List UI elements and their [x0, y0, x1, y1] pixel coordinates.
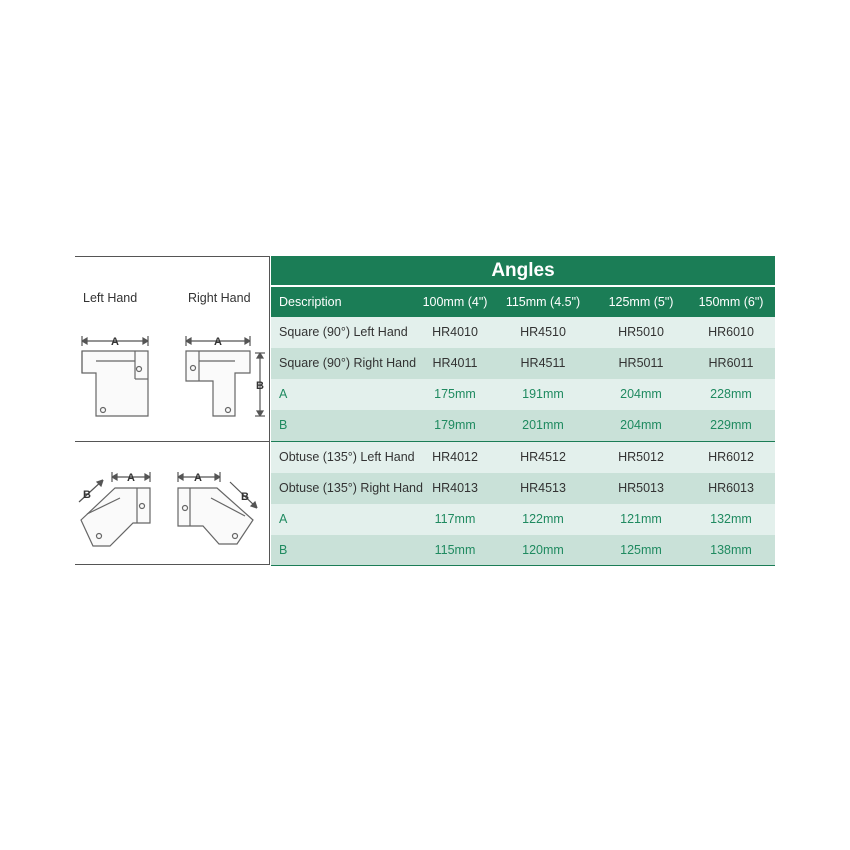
row-value: 115mm [434, 543, 476, 557]
dim-b-label: B [83, 489, 91, 501]
bottom-border [271, 565, 775, 566]
row-value: HR4010 [432, 325, 478, 339]
row-value: 201mm [522, 418, 564, 432]
row-value: HR4512 [520, 450, 566, 464]
table-row [271, 442, 775, 473]
dim-a-label: A [214, 336, 222, 348]
row-value: HR6010 [708, 325, 754, 339]
row-description: Obtuse (135°) Left Hand [279, 450, 415, 464]
header-115mm: 115mm (4.5") [505, 295, 581, 309]
row-value: 132mm [710, 512, 752, 526]
row-value: 228mm [710, 387, 752, 401]
dim-b-label: B [241, 491, 249, 503]
row-value: 204mm [620, 418, 662, 432]
obtuse-right-hand-diagram [175, 468, 270, 553]
right-hand-label: Right Hand [188, 291, 251, 305]
divider [75, 256, 270, 257]
row-value: HR5011 [618, 356, 664, 370]
row-value: 125mm [620, 543, 662, 557]
table-row [271, 348, 775, 379]
row-value: HR6013 [708, 481, 754, 495]
row-description: Square (90°) Right Hand [279, 356, 417, 370]
dim-b-label: B [256, 380, 264, 392]
row-description: A [279, 387, 288, 401]
row-value: HR4510 [520, 325, 566, 339]
dim-a-label: A [111, 336, 119, 348]
header-125mm: 125mm (5") [608, 295, 674, 309]
diagram-panel [75, 256, 270, 565]
divider [75, 441, 270, 442]
table-row [271, 379, 775, 410]
row-value: HR4513 [520, 481, 566, 495]
row-description: B [279, 543, 288, 557]
row-value: 138mm [710, 543, 752, 557]
table-title: Angles [271, 256, 775, 287]
row-value: HR5010 [618, 325, 664, 339]
square-right-hand-diagram [183, 331, 273, 426]
dim-a-label: A [127, 472, 135, 484]
table-row [271, 473, 775, 504]
row-value: 122mm [522, 512, 564, 526]
row-value: HR5013 [618, 481, 664, 495]
row-value: 191mm [522, 387, 564, 401]
row-value: 204mm [620, 387, 662, 401]
header-description: Description [279, 295, 342, 309]
row-value: 175mm [434, 387, 476, 401]
header-100mm: 100mm (4") [422, 295, 488, 309]
row-value: HR6012 [708, 450, 754, 464]
angles-table [271, 256, 775, 566]
table-row [271, 317, 775, 348]
table-row [271, 535, 775, 566]
row-value: 117mm [434, 512, 476, 526]
row-value: HR4012 [432, 450, 478, 464]
row-value: 179mm [434, 418, 476, 432]
dim-a-label: A [194, 472, 202, 484]
header-150mm: 150mm (6") [698, 295, 764, 309]
square-left-hand-diagram [75, 331, 160, 426]
row-description: Square (90°) Left Hand [279, 325, 408, 339]
row-value: HR5012 [618, 450, 664, 464]
row-description: B [279, 418, 288, 432]
left-hand-label: Left Hand [83, 291, 138, 305]
divider [75, 564, 270, 565]
row-value: 121mm [620, 512, 662, 526]
row-description: A [279, 512, 288, 526]
obtuse-left-hand-diagram [75, 468, 165, 553]
table-row [271, 504, 775, 535]
header-row [271, 287, 775, 317]
row-value: HR4011 [432, 356, 478, 370]
row-description: Obtuse (135°) Right Hand [279, 481, 423, 495]
row-value: HR4013 [432, 481, 478, 495]
row-value: 229mm [710, 418, 752, 432]
row-value: HR6011 [708, 356, 754, 370]
row-value: HR4511 [520, 356, 566, 370]
table-row [271, 410, 775, 441]
row-value: 120mm [522, 543, 564, 557]
